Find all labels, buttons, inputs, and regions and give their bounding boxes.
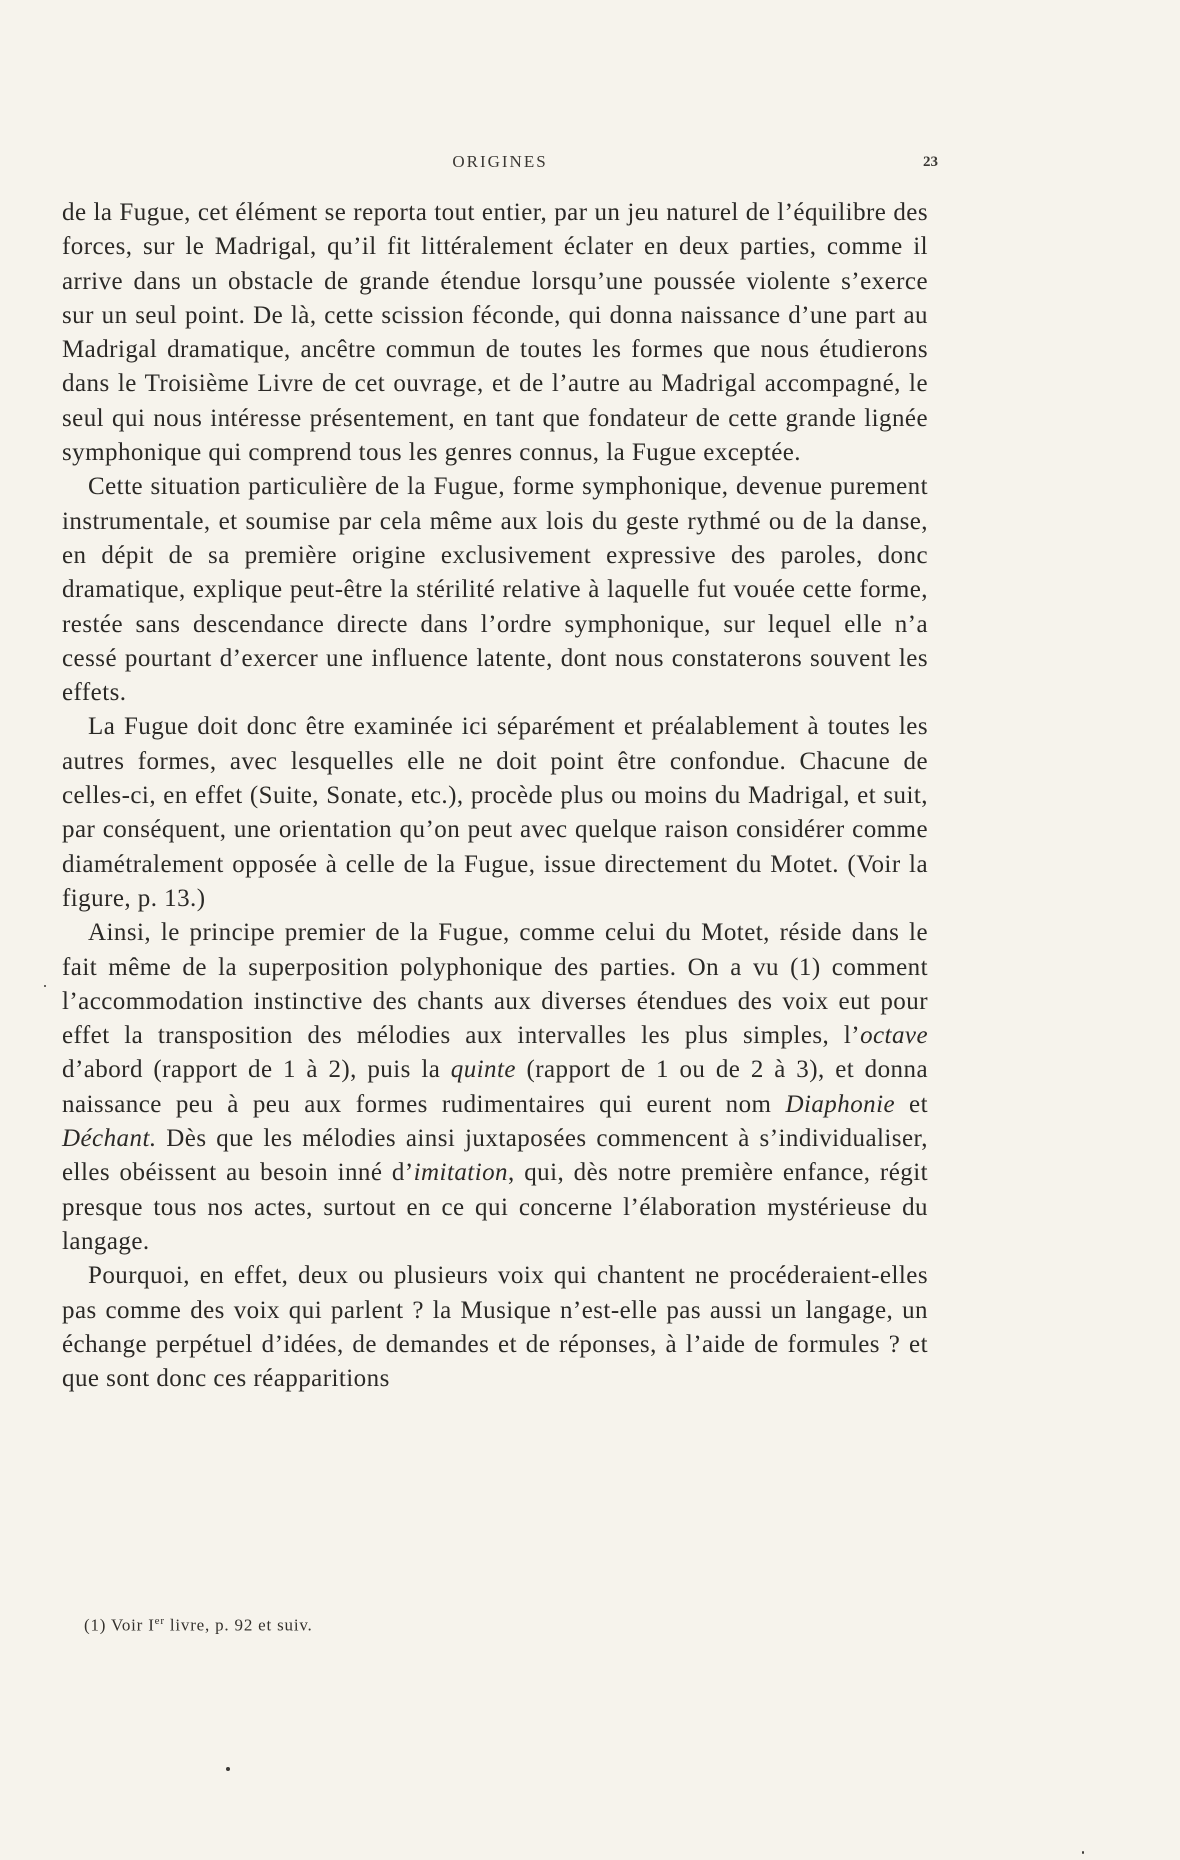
paragraph bbox=[62, 1259, 928, 1396]
footnote-text-after: livre, p. 92 et suiv. bbox=[164, 1615, 313, 1635]
running-head: ORIGINES bbox=[452, 152, 548, 171]
page-header bbox=[62, 152, 938, 182]
ink-speck bbox=[1082, 1851, 1084, 1854]
text-run: , qui, dès notre première enfance, régit presque tous nos actes, surtout en ce qui concerne l’élaboration mystérieuse du langage. bbox=[62, 1159, 928, 1255]
italic-term: octave bbox=[860, 1022, 928, 1050]
footnote-superscript: er bbox=[154, 1615, 165, 1627]
paragraph bbox=[62, 196, 928, 470]
body-text bbox=[62, 196, 928, 1396]
italic-term: imitation bbox=[413, 1159, 508, 1187]
italic-term: Diaphonie bbox=[785, 1090, 896, 1118]
text-run: d’abord (rapport de 1 à 2), puis la bbox=[62, 1056, 451, 1084]
text-run: Pourquoi, en effet, deux ou plusieurs voix qui chantent ne procéderaient-elles pas comme des voix qui parlent ? la Musique n’est-elle pas aussi un langage, un échange perpétuel d’idées, de demandes et de réponses, à l’aide de formules ? et que sont donc ces réapparitions bbox=[62, 1262, 928, 1393]
footnote bbox=[84, 1615, 924, 1636]
text-run: Dès que les mélodies ainsi juxtaposées commencent à s’individualiser, elles obéissent au besoin inné d’ bbox=[62, 1125, 928, 1187]
text-run: et bbox=[895, 1090, 928, 1118]
text-run: Cette situation particulière de la Fugue, forme symphonique, devenue purement instrumentale, et soumise par cela même aux lois du geste rythmé ou de la danse, en dépit de sa première origine exclusivement expressive des paroles, donc dramatique, explique peut-être la stérilité relative à laquelle fut vouée cette forme, restée sans descendance directe dans l’ordre symphonique, sur lequel elle n’a cessé pourtant d’exercer une influence latente, dont nous constaterons souvent les effets. bbox=[62, 473, 928, 707]
italic-term: Déchant. bbox=[62, 1125, 157, 1153]
text-run: (rapport de 1 ou de 2 à 3), et donna naissance peu à peu aux formes rudimentaires qui eurent nom bbox=[62, 1056, 928, 1118]
paragraph bbox=[62, 710, 928, 916]
footnote-text-before: Voir I bbox=[106, 1615, 155, 1635]
text-run: de la Fugue, cet élément se reporta tout entier, par un jeu naturel de l’équilibre des forces, sur le Madrigal, qu’il fit littéralement éclater en deux parties, comme il arrive dans un obstacle de grande étendue lorsqu’une poussée violente s’exerce sur un seul point. De là, cette scission féconde, qui donna naissance d’une part au Madrigal dramatique, ancêtre commun de toutes les formes que nous étudierons dans le Troisième Livre de cet ouvrage, et de l’autre au Madrigal accompagné, le seul qui nous intéresse présentement, en tant que fondateur de cette grande lignée symphonique qui comprend tous les genres connus, la Fugue exceptée. bbox=[62, 199, 928, 467]
ink-speck bbox=[226, 1767, 230, 1771]
ink-speck bbox=[44, 985, 46, 987]
paragraph bbox=[62, 916, 928, 1259]
page-number: 23 bbox=[923, 154, 938, 170]
footnote-marker: (1) bbox=[84, 1615, 107, 1635]
text-run: Ainsi, le principe premier de la Fugue, comme celui du Motet, réside dans le fait même de la superposition polyphonique des parties. On a vu (1) comment l’accommodation instinctive des chants aux diverses étendues des voix eut pour effet la transposition des mélodies aux intervalles les plus simples, l’ bbox=[62, 919, 928, 1050]
italic-term: quinte bbox=[450, 1056, 516, 1084]
text-run: La Fugue doit donc être examinée ici séparément et préalablement à toutes les autres formes, avec lesquelles elle ne doit point être confondue. Chacune de celles-ci, en effet (Suite, Sonate, etc.), procède plus ou moins du Madrigal, et suit, par conséquent, une orientation qu’on peut avec quelque raison considérer comme diamétralement opposée à celle de la Fugue, issue directement du Motet. (Voir la figure, p. 13.) bbox=[62, 713, 928, 912]
paragraph bbox=[62, 470, 928, 710]
